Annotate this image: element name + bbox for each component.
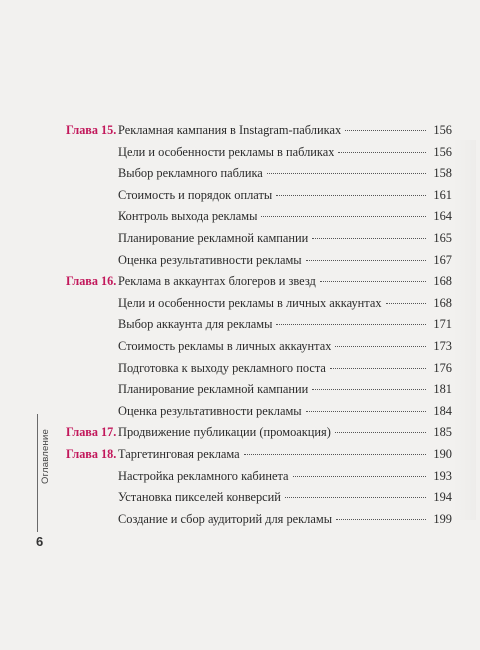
dot-leader xyxy=(345,130,426,131)
toc-entry xyxy=(66,358,452,380)
toc-page-number: 185 xyxy=(433,425,452,440)
toc-entry xyxy=(66,379,452,401)
toc-entry xyxy=(66,163,452,185)
dot-leader xyxy=(335,432,426,433)
dot-leader xyxy=(285,497,426,498)
toc-chapter-15 xyxy=(66,120,452,142)
toc-page-number: 168 xyxy=(433,274,452,289)
dot-leader xyxy=(338,152,426,153)
toc-title: Планирование рекламной кампании xyxy=(118,230,309,245)
toc-page-number: 167 xyxy=(433,252,452,267)
chapter-label: Глава 16. xyxy=(66,274,117,289)
dot-leader xyxy=(330,368,426,369)
toc-entry xyxy=(66,142,452,164)
toc-title: Оценка результативности рекламы xyxy=(118,252,302,267)
toc-entry xyxy=(66,336,452,358)
toc-page-number: 184 xyxy=(433,403,452,418)
dot-leader xyxy=(276,324,426,325)
toc-title: Выбор рекламного паблика xyxy=(118,166,263,181)
toc-title: Цели и особенности рекламы в личных аккаунтах xyxy=(118,295,382,310)
toc-title: Планирование рекламной кампании xyxy=(118,382,309,397)
toc-title: Рекламная кампания в Instagram-пабликах xyxy=(118,123,342,137)
toc-page-number: 181 xyxy=(433,382,452,397)
side-rule xyxy=(37,414,38,532)
toc-title: Контроль выхода рекламы xyxy=(118,209,258,224)
toc-entry xyxy=(66,509,452,531)
toc-entry xyxy=(66,206,452,228)
toc-page-number: 190 xyxy=(433,446,452,461)
toc-entry xyxy=(66,314,452,336)
page-edge-shadow xyxy=(452,140,476,520)
toc-page-number: 176 xyxy=(433,360,452,375)
toc-title: Таргетинговая реклама xyxy=(118,446,240,461)
toc-title: Цели и особенности рекламы в пабликах xyxy=(118,144,335,159)
toc-page-number: 168 xyxy=(433,295,452,310)
toc-page-number: 194 xyxy=(433,490,452,505)
toc-title: Создание и сбор аудиторий для рекламы xyxy=(118,511,333,526)
chapter-label: Глава 17. xyxy=(66,425,117,440)
dot-leader xyxy=(386,303,426,304)
toc-title: Установка пикселей конверсий xyxy=(118,490,281,505)
toc-chapter-16 xyxy=(66,271,452,293)
toc-entry xyxy=(66,293,452,315)
dot-leader xyxy=(293,476,426,477)
toc-entry xyxy=(66,250,452,272)
toc-title: Оценка результативности рекламы xyxy=(118,403,302,418)
dot-leader xyxy=(276,195,426,196)
dot-leader xyxy=(261,216,426,217)
toc-page-number: 156 xyxy=(433,123,452,137)
toc-entry xyxy=(66,401,452,423)
toc-title: Продвижение публикации (промоакция) xyxy=(118,425,331,440)
toc-page-number: 173 xyxy=(433,338,452,353)
toc-page-number: 171 xyxy=(433,317,452,332)
toc-entry xyxy=(66,228,452,250)
toc-page-number: 161 xyxy=(433,187,452,202)
toc-page-number: 193 xyxy=(433,468,452,483)
toc-page-number: 164 xyxy=(433,209,452,224)
dot-leader xyxy=(244,454,426,455)
toc-title: Стоимость рекламы в личных аккаунтах xyxy=(118,338,332,353)
toc-entry xyxy=(66,466,452,488)
dot-leader xyxy=(267,173,426,174)
toc-chapter-18 xyxy=(66,444,452,466)
dot-leader xyxy=(312,389,426,390)
toc-entry xyxy=(66,185,452,207)
toc-title: Выбор аккаунта для рекламы xyxy=(118,317,273,332)
dot-leader xyxy=(306,411,426,412)
dot-leader xyxy=(306,260,426,261)
toc-title: Стоимость и порядок оплаты xyxy=(118,187,273,202)
table-of-contents xyxy=(66,120,452,530)
toc-page-number: 156 xyxy=(433,144,452,159)
toc-entry xyxy=(66,487,452,509)
toc-title: Реклама в аккаунтах блогеров и звезд xyxy=(118,274,316,289)
toc-title: Подготовка к выходу рекламного поста xyxy=(118,360,326,375)
dot-leader xyxy=(320,281,426,282)
toc-title: Настройка рекламного кабинета xyxy=(118,468,289,483)
dot-leader xyxy=(312,238,426,239)
toc-page-number: 158 xyxy=(433,166,452,181)
dot-leader xyxy=(335,346,426,347)
page-number: 6 xyxy=(36,534,44,549)
toc-page-number: 199 xyxy=(433,511,452,526)
toc-page-number: 165 xyxy=(433,230,452,245)
chapter-label: Глава 18. xyxy=(66,446,117,461)
section-side-label: Оглавление xyxy=(40,429,51,484)
toc-chapter-17 xyxy=(66,422,452,444)
dot-leader xyxy=(336,519,426,520)
chapter-label: Глава 15. xyxy=(66,123,117,137)
